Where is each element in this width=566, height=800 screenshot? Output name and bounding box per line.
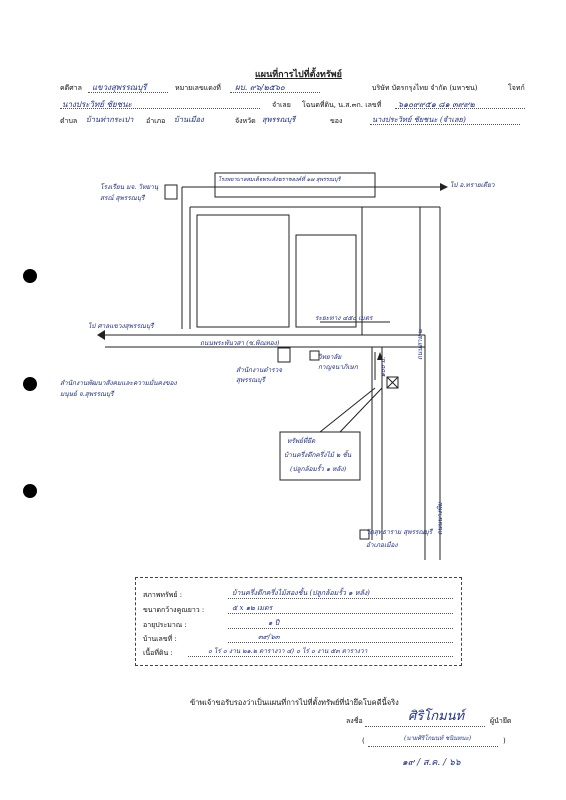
map-school-label: โรงเรียน มจ. วิทยานุสรณ์ สุพรรณบุรี — [100, 183, 159, 202]
house-no-label: บ้านเลขที่ : — [143, 635, 177, 643]
map-main-road-label: ถนนพระพันวสา (ซ.พิณทอง) — [200, 339, 280, 347]
area-label: เนื้อที่ดิน : — [143, 649, 173, 657]
amphoe-value: บ้านเมือง — [174, 115, 204, 124]
court-value: แขวงสุพรรณบุรี — [92, 83, 147, 92]
province-value: สุพรรณบุรี — [262, 115, 296, 124]
title-deed-label: โฉนดที่ดิน, น.ส.๓ก. เลขที่ — [302, 101, 382, 109]
court-label: คดีศาล — [60, 84, 82, 92]
province-label: จังหวัด — [235, 117, 256, 125]
page-title: แผนที่การไปที่ตั้งทรัพย์ — [255, 70, 342, 80]
sign-date: ๑๙ / ส.ค. / ๖๖ — [402, 758, 461, 768]
tambon-label: ตำบล — [60, 117, 78, 125]
map-distance-label: ระยะทาง ๔๕๐ เมตร — [315, 314, 373, 322]
paren-close: ) — [503, 737, 506, 745]
plaintiff-company: บริษัท บัตรกรุงไทย จำกัด (มหาชน) — [372, 84, 478, 92]
map-temple-label: วัดสุทธาราม สุพรรณบุรี — [366, 528, 433, 536]
role-label: ผู้นำยึด — [490, 717, 512, 725]
house-no-value: ๓๙/๖๓ — [258, 633, 280, 641]
map-property-desc2: (ปลูกล้อมรั้ว ๑ หลัง) — [290, 465, 347, 473]
map-police-label: สำนักงานตำรวจ สุพรรณบุรี — [236, 366, 283, 384]
map-temple-label-2: อำเภอเมือง — [366, 541, 398, 549]
amphoe-label: อำเภอ — [146, 117, 166, 125]
area-value: ๐ ไร่ ๐ งาน ๒๑.๒ ตารางวา ๔) ๐ ไร่ ๐ งาน ๕๓ ตารางวา — [208, 647, 368, 655]
case-no-label: หมายเลขแดงที่ — [175, 84, 221, 92]
map-side-road-2-label: ถนนนางพิม — [436, 502, 444, 535]
signature: ศิริโกมนท์ — [408, 709, 465, 724]
case-no-value: ผบ. ๙๖/๒๕๖๐ — [235, 83, 285, 92]
owner-value: นางประวิทย์ ชัยชนะ (จำเลย) — [372, 115, 466, 124]
age-value: ๑ ปี — [268, 619, 280, 627]
map-property-title: ทรัพย์ที่ยึด — [287, 437, 316, 445]
type-value: บ้านครึ่งตึกครึ่งไม้สองชั้น (ปลูกล้อมรั้ว ๑ หลัง) — [232, 589, 370, 597]
sign-label: ลงชื่อ — [346, 717, 363, 725]
age-label: อายุประมาณ : — [143, 621, 187, 629]
map-property-desc: บ้านครึ่งตึกครึ่งไม้ ๒ ชั้น — [284, 451, 352, 459]
map-college-label: วิทยาลัย กาญจนาภิเษก — [318, 353, 358, 371]
map-office-label: สำนักงานพัฒนาสังคมและความมั่นคงของมนุษย์ จ.สุพรรณบุรี — [60, 379, 177, 398]
tambon-value: บ้านท่ากระเปา — [86, 115, 134, 124]
type-label: สภาพทรัพย์ : — [143, 591, 183, 599]
plaintiff-label: โจทก์ — [508, 84, 525, 92]
map-hospital-label: โรงพยาบาลสมเด็จพระสังฆราชองค์ที่ ๑๗ สุพรรณบุรี — [218, 177, 341, 183]
map-side-road-label: ถนนสาย ๒ — [416, 329, 424, 360]
paren-open: ( — [362, 737, 365, 745]
map-court-road-label: ไป ศาลแขวงสุพรรณบุรี — [88, 322, 154, 330]
defendant-value: นางประวิทย์ ชัยชนะ — [62, 100, 132, 109]
owner-label: ของ — [330, 117, 343, 125]
certify-text: ข้าพเจ้าขอรับรองว่าเป็นแผนที่การไปที่ตั้งทรัพย์ที่นำยึดโบคดีนี้จริง — [190, 698, 399, 707]
size-label: ขนาดกว้างคูณยาว : — [143, 606, 205, 614]
title-deed-value: ๖๑๐๙๙๕๑ ๘๑ ๓๙๙๒ — [398, 100, 475, 109]
map-top-road-label: ไป อ.ทรายเดียว — [450, 181, 495, 189]
defendant-label: จำเลย — [272, 101, 291, 109]
size-value: ๕ x ๑๒ เมตร — [232, 604, 273, 612]
printed-name: (นายศิริโกมนท์ ชนินทนะ) — [404, 735, 472, 742]
map-soi-distance-label: ๑๐๐ ม. — [379, 356, 388, 378]
